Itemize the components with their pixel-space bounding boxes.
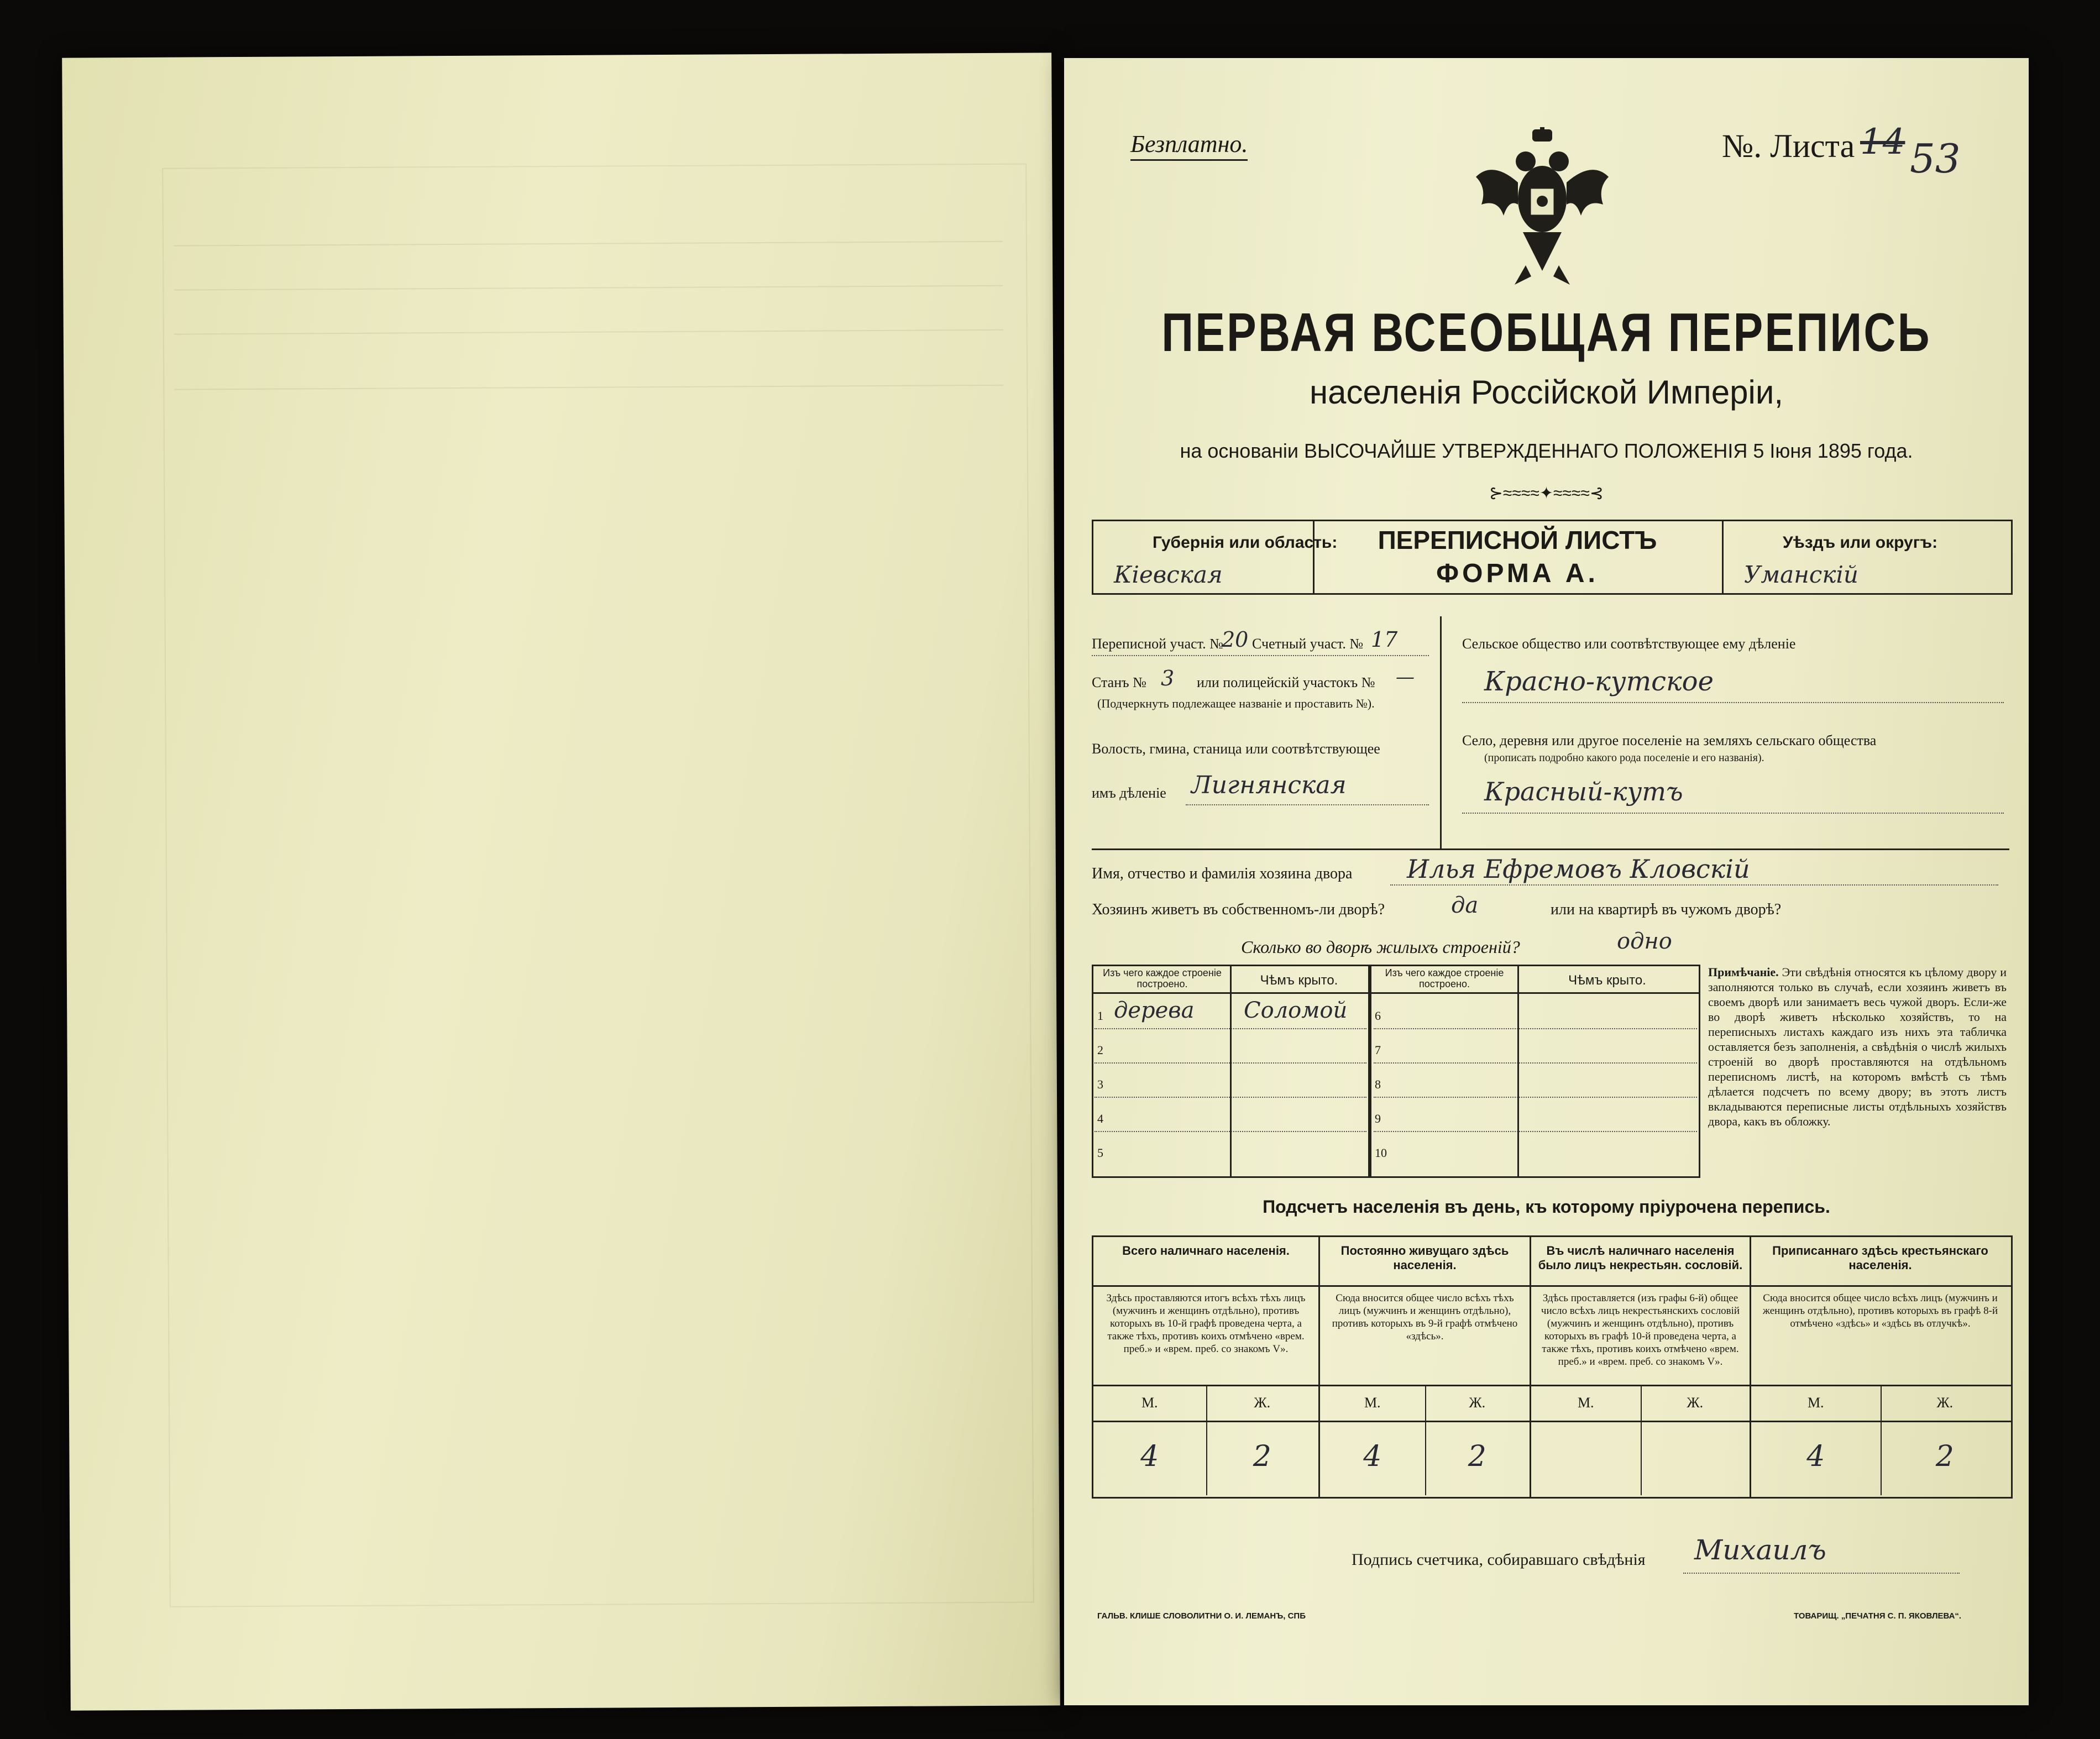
row-number: 5 xyxy=(1097,1146,1103,1160)
count-column-description: Здѣсь проставляется (изъ графы 6-й) общее число всѣхъ лицъ некрестьянскихъ сословій (мужчинъ и женщинъ отдѣльно), противъ которыхъ въ графѣ 10-й проведена черта, а также тѣхъ, противъ коихъ отмѣчено «врем. преб.» и «врем. преб. со знакомъ V». xyxy=(1541,1292,1740,1368)
village-label: Село, деревня или другое поселеніе на земляхъ сельскаго общества xyxy=(1462,732,1877,748)
printer-credit-right: ТОВАРИЩ. „ПЕЧАТНЯ С. П. ЯКОВЛЕВА“. xyxy=(1794,1611,1962,1621)
buildings-table xyxy=(1092,965,1700,1178)
count-title: Подсчетъ населенія въ день, къ которому пріурочена перепись. xyxy=(1263,1197,1830,1217)
male-header: М. xyxy=(1364,1395,1381,1411)
note-text: Эти свѣдѣнія относятся къ цѣлому двору и заполняются только въ случаѣ, если хозяинъ живетъ въ своемъ дворѣ или занимаетъ весь чужой дворъ. Если-же во дворѣ живетъ нѣсколько хозяйствъ, то на переписныхъ листахъ каждаго изъ нихъ эта табличка оставляется безъ заполненія, а свѣдѣнія о числѣ жилыхъ строеній во дворѣ проставляются на отдѣльномъ переписномъ листѣ, на которомъ вмѣстѣ съ тѣмъ дѣлается подсчетъ по всему двору; въ этотъ листъ вкладываются переписные листы отдѣльныхъ хозяйствъ двора, какъ въ обложку. xyxy=(1708,965,2007,1128)
sheet-form-title: ПЕРЕПИСНОЙ ЛИСТЪ xyxy=(1378,526,1657,554)
gubernia-label: Губернія или область: xyxy=(1153,533,1338,552)
count-column-description: Здѣсь проставляются итогъ всѣхъ тѣхъ лицъ (мужчинъ и женщинъ отдѣльно), противъ которыхъ въ 10-й графѣ проведена черта, а также тѣхъ, противъ коихъ отмѣчено «врем. преб.» и «врем. преб. со знакомъ V». xyxy=(1106,1292,1306,1355)
table-row-line xyxy=(1374,1097,1697,1098)
count-district-label: Счетный участ. № xyxy=(1252,636,1364,652)
row-number: 2 xyxy=(1097,1043,1103,1057)
count-column-header: Постоянно живущаго здѣсь населенія. xyxy=(1340,1244,1509,1272)
table-row-line xyxy=(1094,1028,1366,1029)
male-header: М. xyxy=(1807,1395,1824,1411)
roof-material-value: Соломой xyxy=(1244,998,1348,1023)
row-number: 7 xyxy=(1375,1043,1381,1057)
female-count-value: 2 xyxy=(1468,1440,1486,1473)
field-line xyxy=(1390,884,1998,886)
row-number: 6 xyxy=(1375,1009,1381,1023)
village-note: (прописать подробно какого рода поселеніе и его названія). xyxy=(1484,752,1764,764)
ornament-divider: ⊱≈≈≈≈✦≈≈≈≈⊰ xyxy=(1489,484,1604,502)
society-label: Сельское общество или соотвѣтствующее ему дѣленіе xyxy=(1462,636,1796,652)
female-count-value: 2 xyxy=(1935,1440,1954,1473)
underline-note: (Подчеркнуть подлежащее названіе и проставить №). xyxy=(1097,696,1375,710)
count-district-value: 17 xyxy=(1371,627,1398,652)
printer-credit-left: ГАЛЬВ. КЛИШЕ СЛОВОЛИТНИ О. И. ЛЕМАНЪ, СПБ xyxy=(1097,1611,1306,1621)
male-count-value: 4 xyxy=(1363,1440,1382,1473)
table-col-line xyxy=(1517,965,1519,1176)
volost-label-2: имъ дѣленіе xyxy=(1092,785,1166,801)
col-roof-header: Чѣмъ крыто. xyxy=(1568,973,1646,988)
gubernia-value: Кіевская xyxy=(1114,561,1223,588)
legal-basis: на основаніи ВЫСОЧАЙШЕ УТВЕРЖДЕННАГО ПОЛОЖЕНІЯ 5 Іюня 1895 года. xyxy=(1180,439,1913,462)
table-row-line xyxy=(1094,1062,1366,1064)
field-line xyxy=(1462,702,2004,703)
male-header: М. xyxy=(1141,1395,1158,1411)
table-row-line xyxy=(1374,1028,1697,1029)
field-line xyxy=(1092,655,1429,656)
volost-label: Волость, гмина, станица или соотвѣтствующее xyxy=(1092,741,1380,757)
row-number: 3 xyxy=(1097,1077,1103,1091)
table-row-line xyxy=(1094,1131,1366,1132)
free-label: Безплатно. xyxy=(1130,130,1248,161)
row-number: 1 xyxy=(1097,1009,1103,1023)
female-header: Ж. xyxy=(1687,1395,1704,1411)
female-header: Ж. xyxy=(1254,1395,1271,1411)
field-line xyxy=(1462,813,2004,814)
female-count-value: 2 xyxy=(1253,1440,1271,1473)
count-row-line xyxy=(1092,1421,2011,1422)
field-line xyxy=(1186,804,1429,805)
col-built-header: Изъ чего каждое строеніе построено. xyxy=(1103,967,1222,989)
left-blank-page xyxy=(62,53,1060,1710)
count-row-line xyxy=(1092,1385,2011,1386)
census-subtitle: населенія Россійской Имперіи, xyxy=(1309,374,1784,411)
society-value: Красно-кутское xyxy=(1484,666,1714,697)
buildings-count-label: Сколько во дворѣ жилыхъ строеній? xyxy=(1241,937,1520,957)
uezd-value: Уманскій xyxy=(1744,561,1858,588)
count-column-description: Сюда вносится общее число всѣхъ лицъ (мужчинъ и женщинъ отдѣльно), противъ которыхъ въ графѣ 8-й отмѣчено «здѣсь» и «здѣсь въ отлучкѣ». xyxy=(1762,1292,1998,1329)
volost-value: Лигнянская xyxy=(1191,771,1347,799)
note-block xyxy=(1708,965,2007,1129)
count-column-header: Всего наличнаго населенія. xyxy=(1122,1244,1290,1258)
count-row-line xyxy=(1092,1285,2011,1287)
male-header: М. xyxy=(1577,1395,1594,1411)
table-row-line xyxy=(1094,1097,1366,1098)
count-column-description: Сюда вносится общее число всѣхъ тѣхъ лицъ (мужчинъ и женщинъ отдѣльно), противъ которыхъ въ 9-й графѣ отмѣчено «здѣсь». xyxy=(1332,1292,1518,1342)
count-subcol-line xyxy=(1641,1385,1642,1495)
sheet-number-handwritten: 14 xyxy=(1860,122,1905,163)
row-number: 10 xyxy=(1375,1146,1387,1160)
count-subcol-line xyxy=(1425,1385,1426,1495)
census-sheet xyxy=(1064,58,2029,1705)
police-district-label: или полицейскій участокъ № xyxy=(1197,674,1375,690)
buildings-table-divider xyxy=(1368,965,1371,1176)
count-subcol-line xyxy=(1206,1385,1207,1495)
male-count-value: 4 xyxy=(1806,1440,1825,1473)
row-number: 9 xyxy=(1375,1112,1381,1125)
owner-value: Илья Ефремовъ Кловскій xyxy=(1407,854,1750,884)
census-district-label: Переписной участ. № xyxy=(1092,636,1223,652)
sheet-number-label: №. Листа xyxy=(1722,128,1855,164)
owner-lives-value: да xyxy=(1451,893,1479,918)
col-roof-header: Чѣмъ крыто. xyxy=(1260,973,1338,988)
table-row-line xyxy=(1374,1131,1697,1132)
count-column-header: Приписаннаго здѣсь крестьянскаго населенія. xyxy=(1772,1244,1988,1272)
show-through-print xyxy=(162,164,1034,1607)
sheet-number-handwritten-corrected: 53 xyxy=(1910,135,1961,182)
building-material-value: дерева xyxy=(1114,998,1195,1023)
female-header: Ж. xyxy=(1936,1395,1954,1411)
male-count-value: 4 xyxy=(1140,1440,1159,1473)
uezd-label: Уѣздъ или округъ: xyxy=(1783,533,1938,552)
owner-label: Имя, отчество и фамилія хозяина двора xyxy=(1092,865,1353,882)
note-label: Примѣчаніе. xyxy=(1708,965,1779,979)
owner-lives-label: Хозяинъ живетъ въ собственномъ-ли дворѣ? xyxy=(1092,901,1385,918)
sheet-form-letter: ФОРМА А. xyxy=(1436,559,1599,588)
signature-line xyxy=(1683,1573,1960,1574)
owner-lives-alt-label: или на квартирѣ въ чужомъ дворѣ? xyxy=(1551,901,1782,918)
police-district-value: — xyxy=(1396,666,1415,688)
table-row-line xyxy=(1374,1062,1697,1064)
buildings-count-value: одно xyxy=(1617,929,1672,954)
section-rule xyxy=(1092,848,2009,850)
stan-value: 3 xyxy=(1161,666,1175,690)
village-value: Красный-кутъ xyxy=(1484,777,1683,806)
address-divider xyxy=(1440,616,1442,848)
imperial-eagle-emblem xyxy=(1470,127,1614,290)
signature-label: Подпись счетчика, собиравшаго свѣдѣнія xyxy=(1352,1551,1646,1569)
stan-label: Станъ № xyxy=(1092,674,1146,690)
col-built-header: Изъ чего каждое строеніе построено. xyxy=(1385,967,1504,989)
signature-value: Михаилъ xyxy=(1694,1534,1826,1566)
census-district-value: 20 xyxy=(1222,627,1249,652)
table-col-line xyxy=(1230,965,1232,1176)
count-subcol-line xyxy=(1881,1385,1882,1495)
table-header-line xyxy=(1092,992,1699,994)
count-column-header: Въ числѣ наличнаго населенія было лицъ некрестьян. сословій. xyxy=(1538,1244,1743,1272)
count-col-line xyxy=(1530,1235,1531,1497)
census-title: ПЕРВАЯ ВСЕОБЩАЯ ПЕРЕПИСЬ xyxy=(1161,302,1931,363)
row-number: 8 xyxy=(1375,1077,1381,1091)
row-number: 4 xyxy=(1097,1112,1103,1125)
female-header: Ж. xyxy=(1469,1395,1486,1411)
header-divider xyxy=(1722,520,1724,593)
